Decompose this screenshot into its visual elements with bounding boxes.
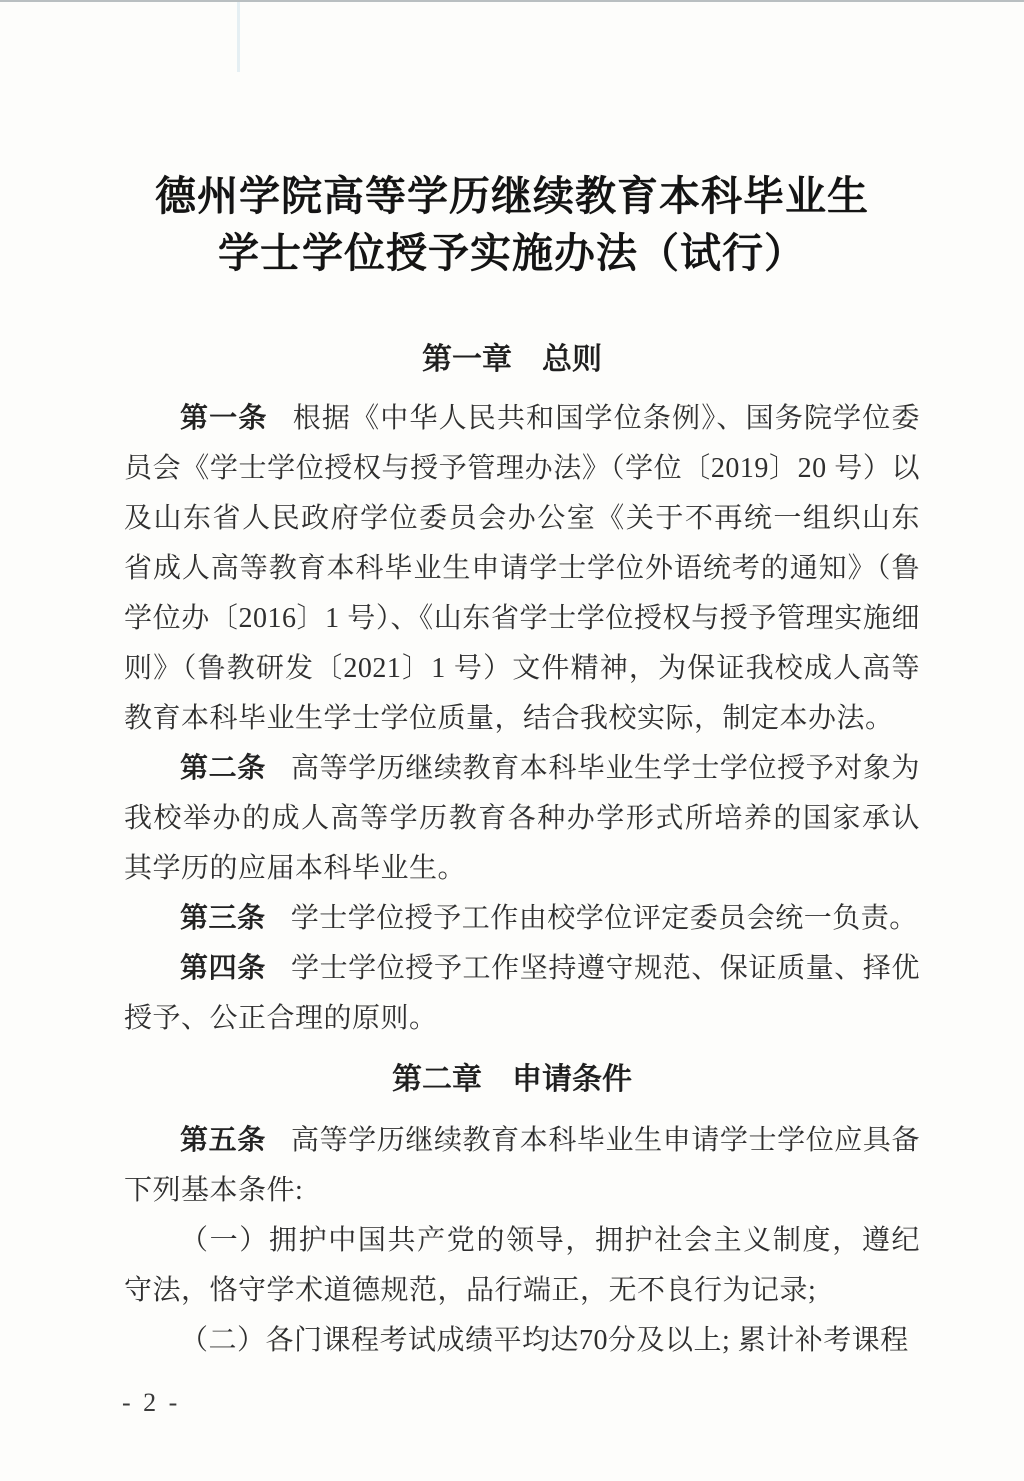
- article-1-text: 根据《中华人民共和国学位条例》、国务院学位委员会《学士学位授权与授予管理办法》（学位〔2019〕20 号）以及山东省人民政府学位委员会办公室《关于不再统一组织山东省成人高等教育本科毕业生申请学士学位外语统考的通知》（鲁学位办〔2016〕1 号）、《山东省学士学位授权与授予管理实施细则》（鲁教研发〔2021〕1 号）文件精神，为保证我校成人高等教育本科毕业生学士学位质量，结合我校实际，制定本办法。: [124, 403, 920, 734]
- article-3: [124, 894, 920, 944]
- article-5-label: 第五条: [180, 1125, 266, 1156]
- page-number: - 2 -: [122, 1388, 181, 1417]
- chapter-1-name: 总则: [542, 343, 602, 376]
- chapter-1-number: 第一章: [422, 343, 512, 376]
- document-title-line1: 德州学院高等学历继续教育本科毕业生: [155, 173, 869, 219]
- article-4-text: 学士学位授予工作坚持遵守规范、保证质量、择优授予、公正合理的原则。: [124, 953, 920, 1034]
- article-4: [124, 944, 920, 1044]
- article-3-label: 第三条: [180, 903, 266, 934]
- article-3-text: 学士学位授予工作由校学位评定委员会统一负责。: [290, 903, 918, 934]
- article-4-label: 第四条: [180, 953, 266, 984]
- scan-artifact-top-edge: [0, 0, 1024, 2]
- scan-artifact-streak: [237, 2, 240, 72]
- condition-item-1: （一）拥护中国共产党的领导，拥护社会主义制度，遵纪守法，恪守学术道德规范，品行端正，无不良行为记录;: [124, 1225, 920, 1306]
- chapter-2-body: [124, 1116, 920, 1366]
- article-5-text: 高等学历继续教育本科毕业生申请学士学位应具备下列基本条件:: [124, 1125, 920, 1206]
- document-title: [50, 168, 974, 282]
- chapter-2-number: 第二章: [392, 1063, 482, 1096]
- chapter-2-name: 申请条件: [512, 1063, 632, 1096]
- chapter-1-body: [124, 394, 920, 1044]
- article-1-label: 第一条: [180, 403, 268, 434]
- chapter-2-heading: [0, 1062, 1024, 1098]
- article-2-label: 第二条: [180, 753, 266, 784]
- article-2-text: 高等学历继续教育本科毕业生学士学位授予对象为我校举办的成人高等学历教育各种办学形式所培养的国家承认其学历的应届本科毕业生。: [124, 753, 920, 884]
- article-5: [124, 1116, 920, 1216]
- chapter-1-heading: [0, 342, 1024, 378]
- document-title-line2: 学士学位授予实施办法（试行）: [218, 230, 806, 276]
- article-1: [124, 394, 920, 744]
- article-2: [124, 744, 920, 894]
- condition-item-2: （二）各门课程考试成绩平均达70分及以上; 累计补考课程: [180, 1325, 909, 1356]
